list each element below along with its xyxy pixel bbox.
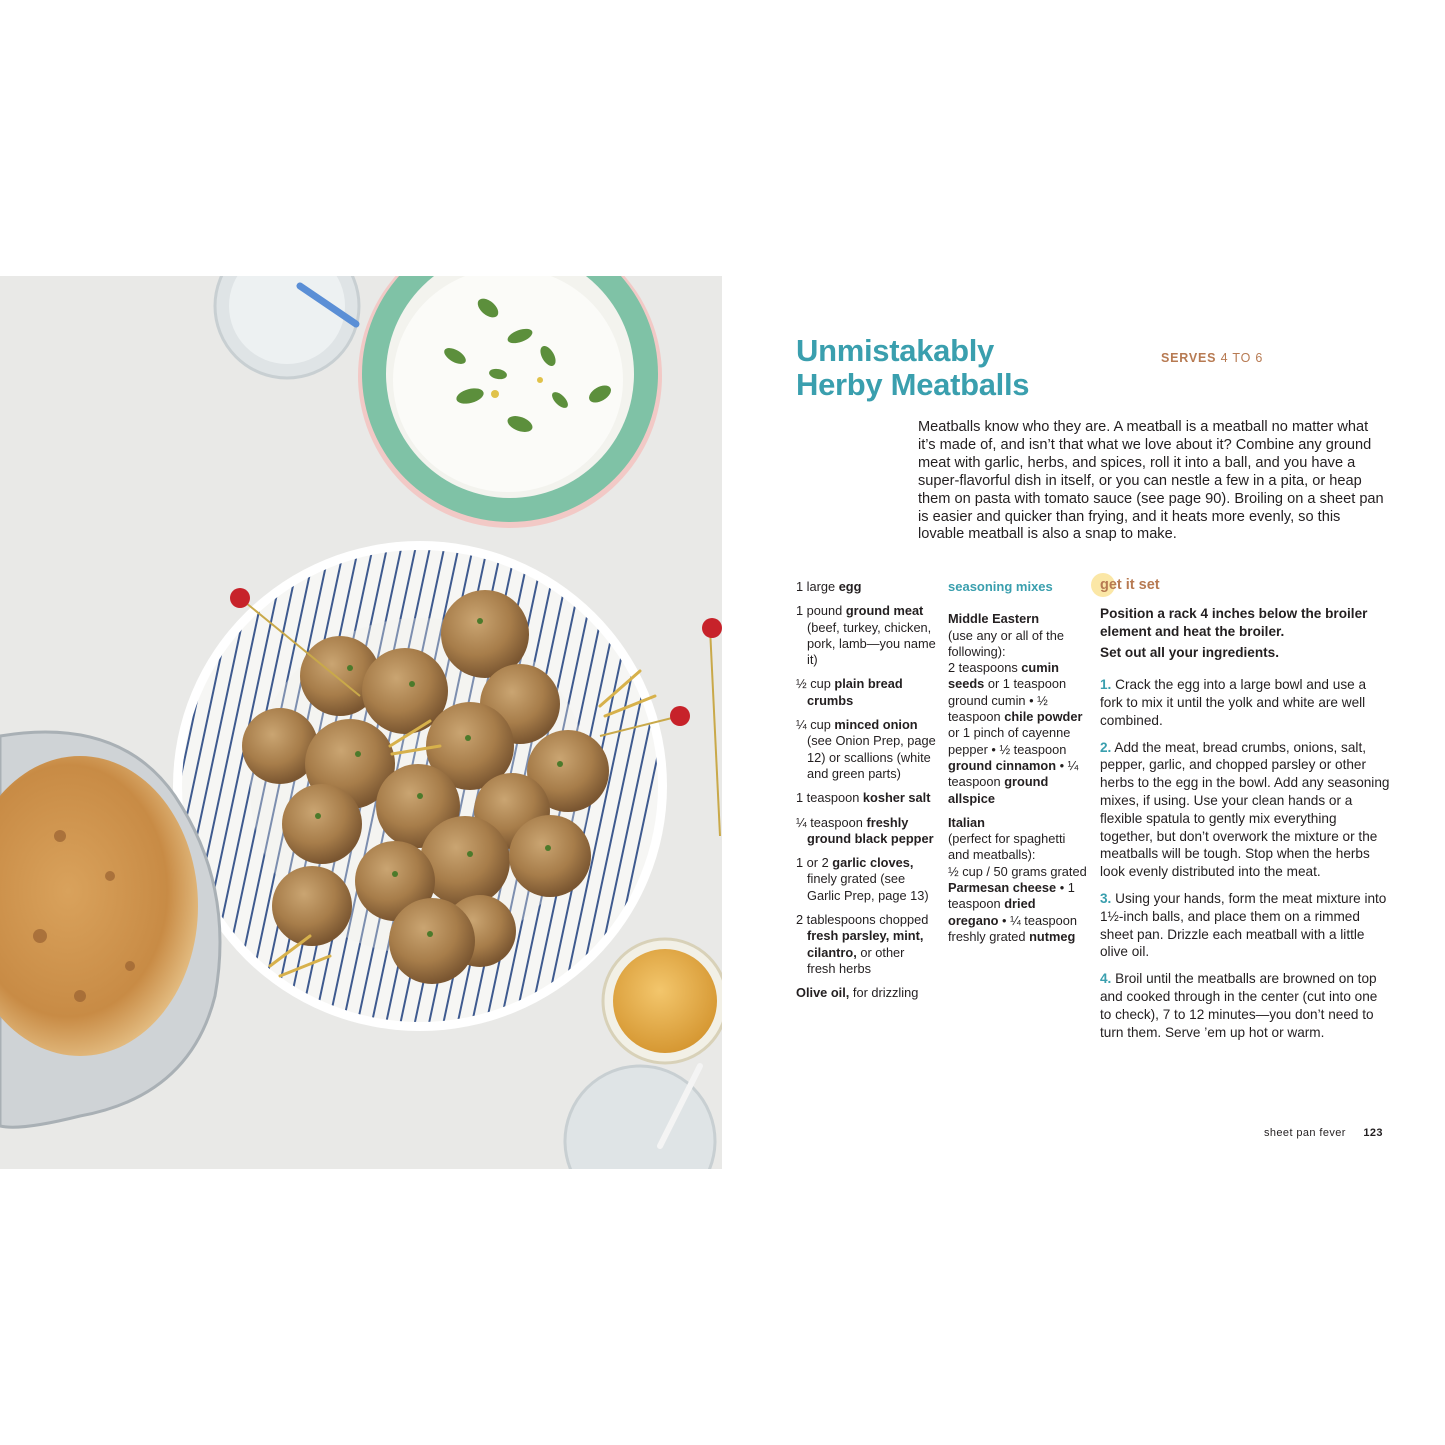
seasoning-mix-note: (perfect for spaghetti and meatballs):: [948, 831, 1066, 863]
prep-note: Set out all your ingredients.: [1100, 645, 1280, 661]
ingredient-item: 1 teaspoon kosher salt: [796, 790, 931, 806]
seasoning-mix-body: ½ cup / 50 grams grated Parmesan cheese • 1 teaspoon dried oregano • ¼ teaspoon freshly grated nutmeg: [948, 863, 1087, 944]
seasoning-mix-title: Middle Eastern: [948, 611, 1040, 627]
prep-notes: [1100, 605, 1390, 662]
ingredient-item: Olive oil, for drizzling: [796, 985, 919, 1001]
ingredient-item: 1 pound ground meat (beef, turkey, chicken, pork, lamb—you name it): [796, 603, 936, 668]
recipe-photo: [0, 276, 722, 1169]
section-name: sheet pan fever: [1264, 1127, 1346, 1139]
seasoning-mix-title: Italian: [948, 814, 985, 830]
ingredient-list: [796, 579, 936, 1010]
method-step: 3. Using your hands, form the meat mixture into 1½-inch balls, and place them on a rimmed sheet pan. Drizzle each meatball with a little olive oil.: [1100, 890, 1387, 960]
ingredient-item: ½ cup plain bread crumbs: [796, 676, 903, 708]
seasoning-middle-eastern: [948, 611, 1088, 807]
seasoning-heading: seasoning mixes: [948, 579, 1053, 594]
recipe-title-line-1: Unmistakably: [796, 333, 994, 368]
jam-cup-icon: [603, 939, 722, 1063]
method-step: 2. Add the meat, bread crumbs, onions, salt, pepper, garlic, and chopped parsley or other herbs to the egg in the bowl. Add any seasoning mixes, if using. Use your clean hands or a flexible spatula to gently mix everything together, but don’t overwork the mixture or the meatballs will be tough. Stop when the herbs look evenly distributed into the meat.: [1100, 739, 1390, 880]
ingredient-item: 1 or 2 garlic cloves, finely grated (see Garlic Prep, page 13): [796, 855, 929, 903]
ingredient-item: ¼ teaspoon freshly ground black pepper: [796, 814, 934, 846]
seasoning-italian: [948, 815, 1088, 945]
page-number: 123: [1363, 1127, 1383, 1139]
method-heading-text: get it set: [1100, 577, 1160, 593]
method-step: 4. Broil until the meatballs are browned on top and cooked through in the center (cut into one to check), 7 to 12 minutes—you don’t need to turn them. Serve ’em up hot or warm.: [1100, 971, 1378, 1040]
ingredient-item: ¼ cup minced onion (see Onion Prep, page 12) or scallions (white and green parts): [796, 717, 936, 781]
serves-label: [1161, 351, 1263, 365]
method-heading: [1100, 577, 1390, 595]
method-section: [1100, 577, 1390, 1050]
seasoning-mix-note: (use any or all of the following):: [948, 627, 1064, 659]
method-step: 1. Crack the egg into a large bowl and use a fork to mix it until the yolk and white are well combined.: [1100, 677, 1367, 728]
seasoning-mix-body: 2 teaspoons cumin seeds or 1 teaspoon ground cumin • ½ teaspoon chile powder or 1 pinch of cayenne pepper • ½ teaspoon ground cinnamon • ¼ teaspoon ground allspice: [948, 660, 1083, 806]
ingredient-item: 2 tablespoons chopped fresh parsley, mint, cilantro, or other fresh herbs: [796, 912, 929, 976]
serves-label-text: SERVES: [1161, 351, 1217, 365]
recipe-title: [796, 334, 1126, 402]
ingredient-item: 1 large egg: [796, 579, 862, 594]
seasoning-mixes: [948, 579, 1088, 953]
page-footer: [1264, 1127, 1383, 1139]
recipe-title-line-2: Herby Meatballs: [796, 367, 1030, 402]
prep-note: Position a rack 4 inches below the broiler element and heat the broiler.: [1100, 605, 1368, 639]
recipe-intro: Meatballs know who they are. A meatball is a meatball no matter what it’s made of, and isn’t that what we love about it? Combine any ground meat with garlic, herbs, and spices, roll it into a ball, and you have a super-flavorful dish in itself, or you can nestle a few in a pita, or heap them on pasta with tomato sauce (see page 90). Broiling on a sheet pan is easier and quicker than frying, and it heats more evenly, so this lovable meatball is also a snap to make.: [918, 419, 1384, 543]
serves-value: 4 TO 6: [1220, 351, 1264, 365]
